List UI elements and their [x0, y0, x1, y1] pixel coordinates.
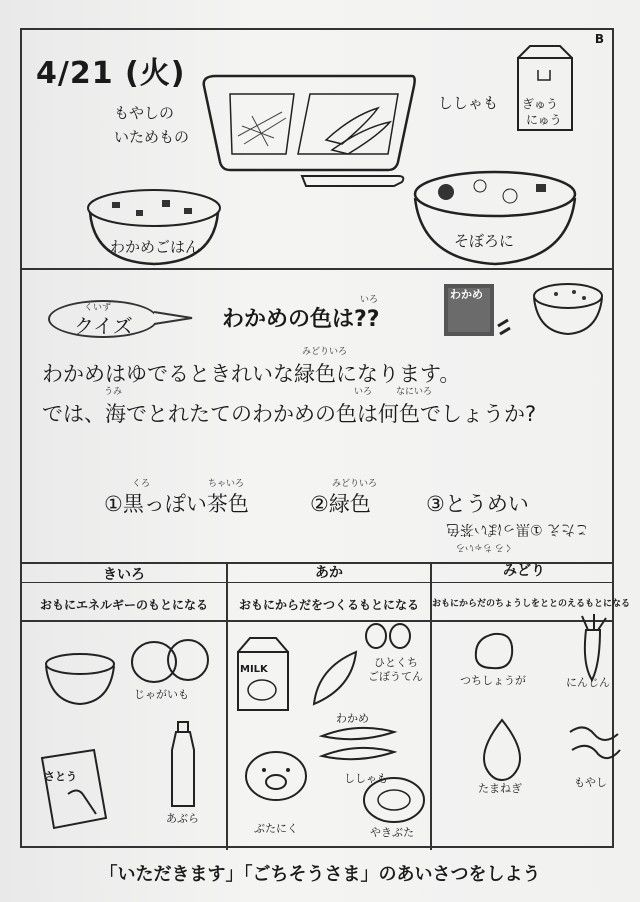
- menu-date: 4/21 (火): [36, 56, 186, 91]
- label-shishamo: ししゃも: [438, 94, 499, 112]
- group-yellow-desc: おもにエネルギーのもとになる: [39, 598, 208, 612]
- menu-sheet-frame: [20, 28, 631, 848]
- answer-upside-down: こたえ ①黒っぽい茶色: [446, 521, 590, 537]
- lunch-tray-icon: [202, 66, 422, 196]
- answer-ruby-upside-down: くろ ちゃいろ: [456, 542, 513, 552]
- rice-bowl-small-icon: [42, 650, 118, 706]
- choice-2: ②緑色: [310, 492, 371, 516]
- quiz-bubble-label: クイズ: [74, 314, 133, 338]
- milk-carton-text: MILK: [240, 664, 268, 675]
- quiz-line-1: わかめはゆでるときれいな緑色になります。: [42, 362, 461, 386]
- food-oil: あぶら: [166, 812, 199, 825]
- food-potato: じゃがいも: [134, 688, 189, 701]
- food-ginger: つちしょうが: [460, 674, 526, 687]
- bubble-tail-icon: [154, 308, 194, 328]
- pig-face-icon: [242, 744, 312, 804]
- label-wakame-gohan: わかめごはん: [110, 238, 201, 256]
- label-moyashi-1: もやしの: [114, 104, 175, 122]
- label-milk-1: ぎゅう: [522, 97, 559, 111]
- small-rice-bowl-icon: [530, 280, 606, 336]
- group-green-name: みどり: [503, 563, 545, 579]
- food-gobo-ten: ごぼうてん: [368, 670, 423, 683]
- group-red-desc: おもにからだをつくるもとになる: [238, 598, 419, 612]
- food-onion: たまねぎ: [478, 782, 522, 795]
- food-pork: ぶたにく: [254, 822, 298, 835]
- quiz-title-ruby: いろ: [360, 295, 379, 305]
- onion-icon: [472, 716, 532, 786]
- ginger-icon: [470, 624, 520, 674]
- gobo-ten-icon: [364, 622, 414, 652]
- quiz-line-2: では、海でとれたてのわかめの色は何色でしょうか?: [42, 402, 537, 426]
- choice-1-ruby-2: ちゃいろ: [208, 479, 245, 489]
- q2-ruby-umi: うみ: [104, 387, 123, 397]
- group-red-name: あか: [315, 565, 343, 581]
- choice-1: ①黒っぽい茶色: [104, 492, 249, 516]
- choice-2-ruby: みどりいろ: [332, 479, 378, 489]
- quiz-bubble-ruby: くいず: [84, 303, 112, 313]
- potato-icon: [130, 636, 210, 686]
- choice-3: ③とうめい: [426, 492, 529, 516]
- group-yellow-name: きいろ: [103, 567, 145, 583]
- q2-ruby-iro: いろ: [354, 387, 373, 397]
- label-milk-2: にゅう: [526, 113, 562, 127]
- food-sugar: さとう: [44, 770, 77, 783]
- quiz-title: わかめの色は??: [222, 307, 380, 332]
- soup-bowl-icon: [410, 168, 580, 268]
- oil-bottle-icon: [168, 720, 198, 810]
- food-roast-pork: やきぶた: [370, 826, 414, 839]
- sugar-bag-icon: [32, 748, 112, 838]
- food-hitokuchi: ひとくち: [374, 656, 418, 669]
- seaweed-leaf-icon: [308, 648, 364, 708]
- seaweed-tray-label: わかめ: [450, 288, 483, 301]
- roast-pork-icon: [360, 774, 430, 824]
- q2-ruby-naniiro: なにいろ: [396, 387, 433, 397]
- bean-sprouts-icon: [564, 720, 624, 770]
- food-wakame: わかめ: [336, 712, 369, 725]
- footer-greeting: 「いただきます」「ごちそうさま」のあいさつをしよう: [99, 864, 541, 885]
- food-shishamo: ししゃも: [344, 772, 388, 785]
- choice-1-ruby-1: くろ: [132, 479, 151, 489]
- label-moyashi-2: いためもの: [114, 128, 190, 146]
- label-soboroni: そぼろに: [454, 232, 515, 250]
- food-bean-sprouts: もやし: [574, 776, 607, 789]
- shishamo-icon: [318, 722, 398, 772]
- corner-mark: B: [594, 32, 604, 46]
- food-carrot: にんじん: [566, 676, 610, 689]
- q1-ruby-midori: みどりいろ: [302, 347, 348, 357]
- group-green-desc: おもにからだのちょうしをととのえるもとになる: [432, 599, 631, 609]
